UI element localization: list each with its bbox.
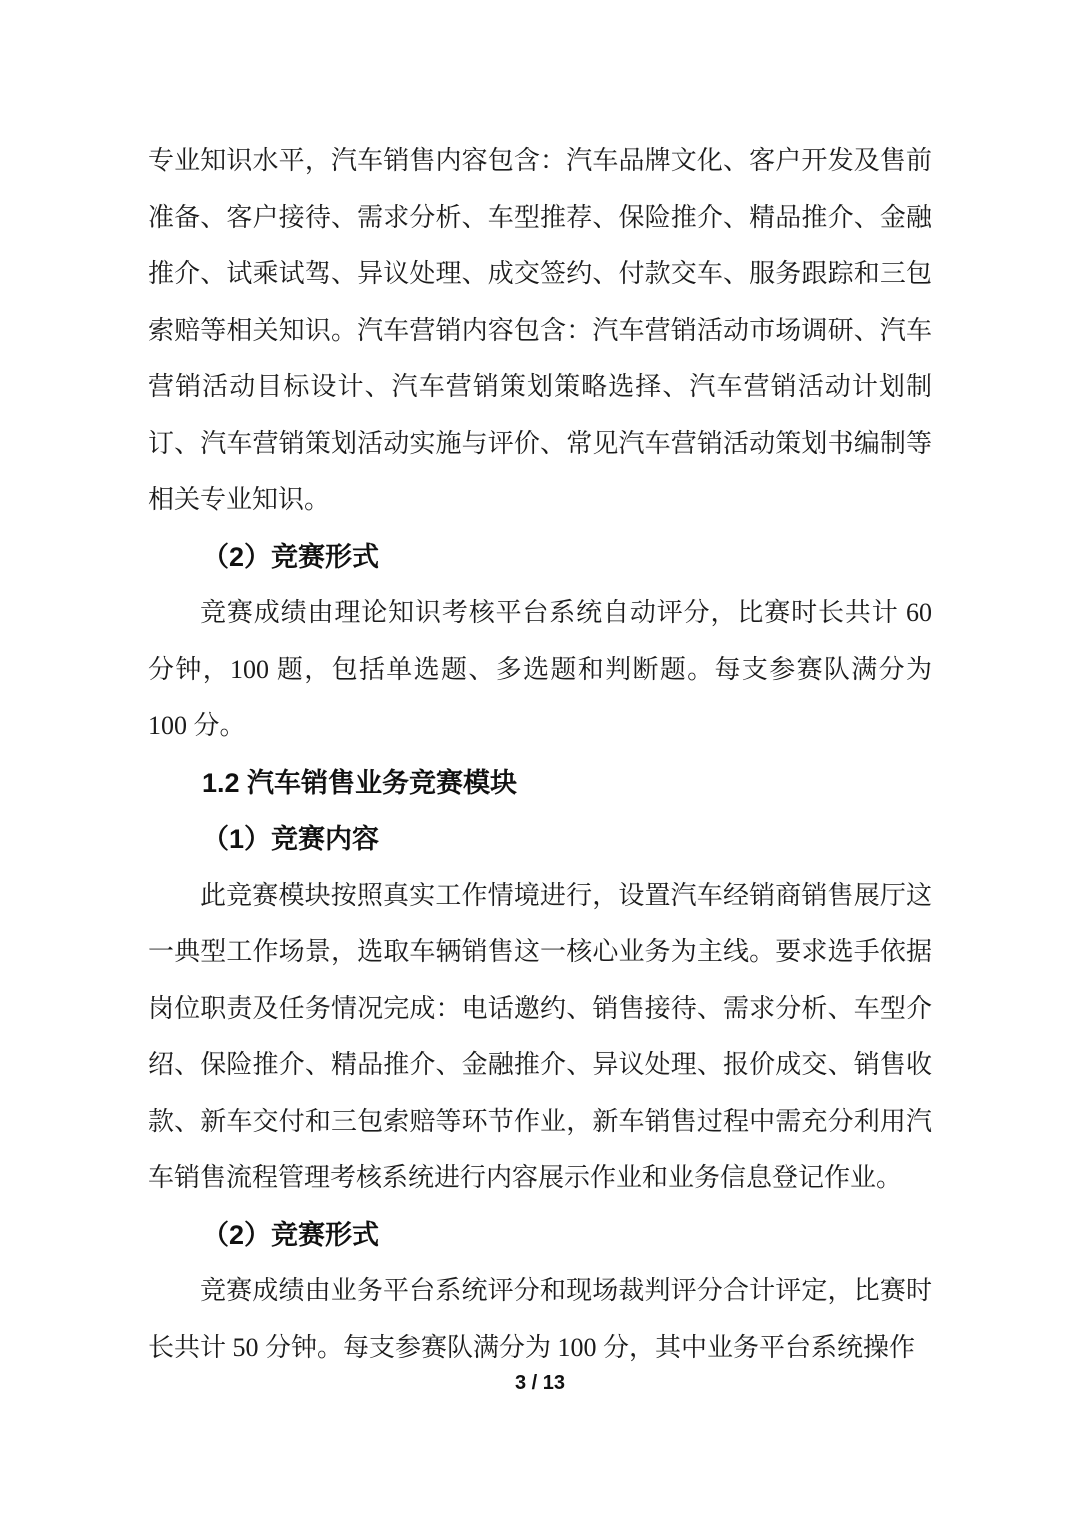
body-paragraph-continued: 专业知识水平，汽车销售内容包含：汽车品牌文化、客户开发及售前准备、客户接待、需求分析、车型推荐、保险推介、精品推介、金融推介、试乘试驾、异议处理、成交签约、付款交车、服务跟踪和三包索赔等相关知识。汽车营销内容包含：汽车营销活动市场调研、汽车营销活动目标设计、汽车营销策划策略选择、汽车营销活动计划制订、汽车营销策划活动实施与评价、常见汽车营销活动策划书编制等相关专业知识。 xyxy=(148,146,932,514)
section-heading-1-2-auto-sales-module: 1.2 汽车销售业务竞赛模块 xyxy=(202,767,518,798)
body-paragraph-theory-scoring: 竞赛成绩由理论知识考核平台系统自动评分，比赛时长共计 60 分钟，100 题，包括单选题、多选题和判断题。每支参赛队满分为 100 分。 xyxy=(148,598,932,740)
section-heading-competition-content: （1）竞赛内容 xyxy=(202,824,380,854)
page-number: 3 / 13 xyxy=(514,1372,566,1394)
section-heading-competition-format-1: （2）竞赛形式 xyxy=(202,541,380,572)
section-heading-competition-format-2: （2）竞赛形式 xyxy=(202,1219,380,1250)
body-paragraph-business-scoring: 竞赛成绩由业务平台系统评分和现场裁判评分合计评定，比赛时长共计 50 分钟。每支参赛队满分为 100 分，其中业务平台系统操作 xyxy=(148,1276,932,1362)
body-paragraph-module-description: 此竞赛模块按照真实工作情境进行，设置汽车经销商销售展厅这一典型工作场景，选取车辆销售这一核心业务为主线。要求选手依据岗位职责及任务情况完成：电话邀约、销售接待、需求分析、车型介绍、保险推介、精品推介、金融推介、异议处理、报价成交、销售收款、新车交付和三包索赔等环节作业，新车销售过程中需充分利用汽车销售流程管理考核系统进行内容展示作业和业务信息登记作业。 xyxy=(148,880,932,1192)
document-body xyxy=(148,133,932,1376)
